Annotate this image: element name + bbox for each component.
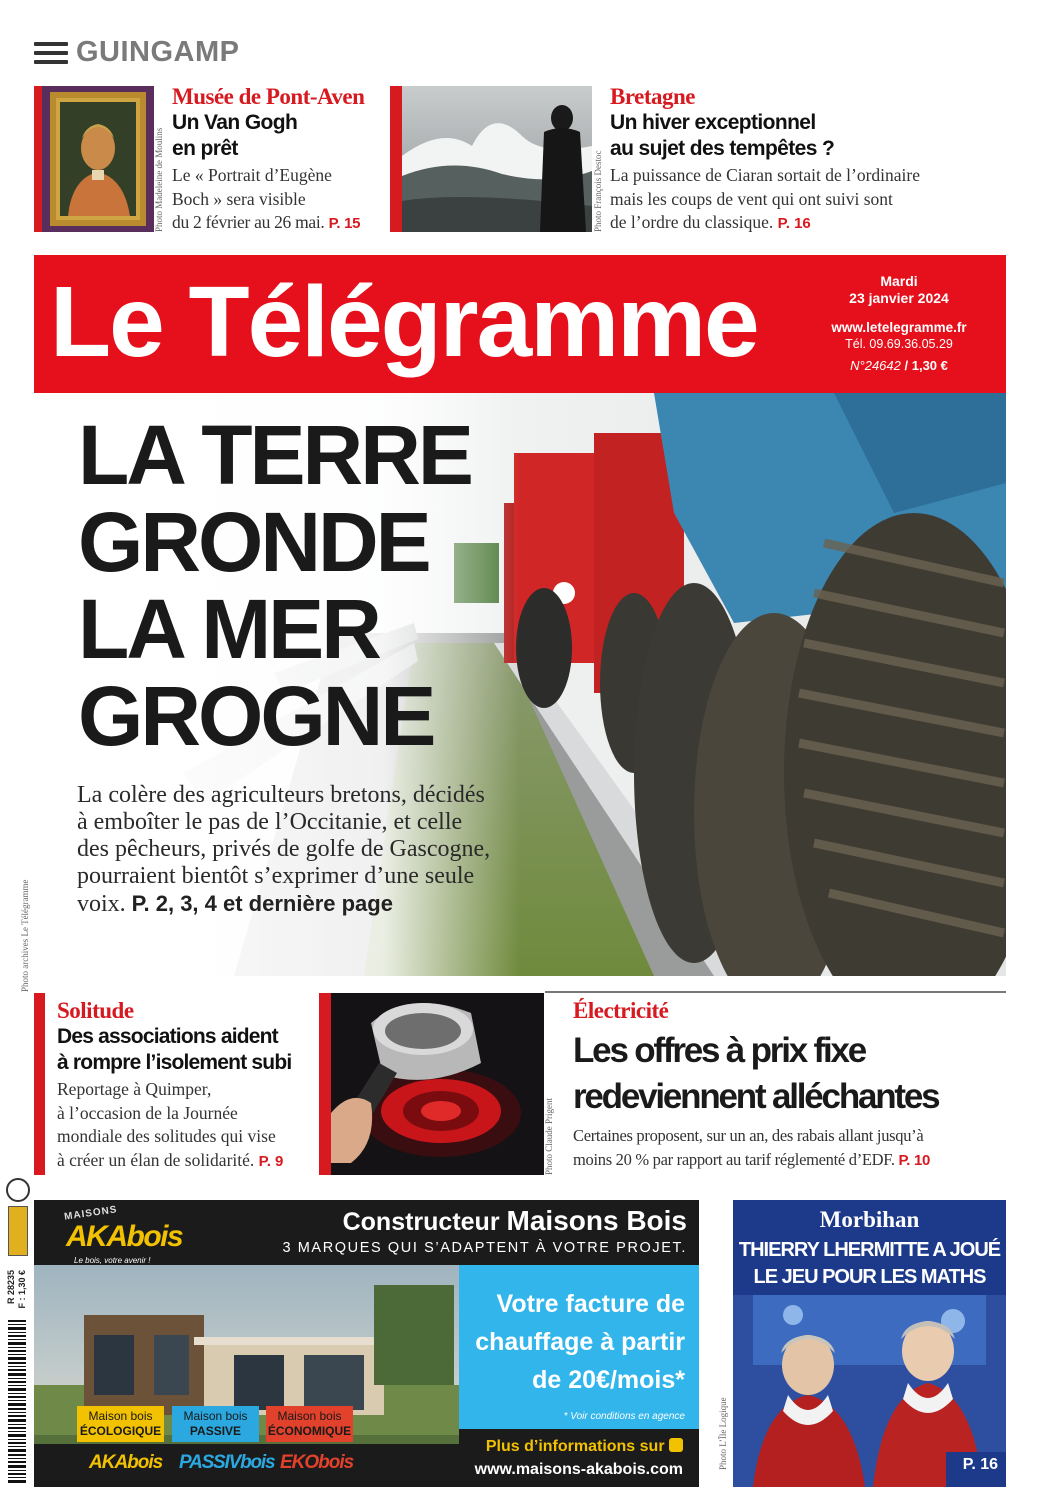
headline-line-1: LA TERRE <box>78 408 471 502</box>
main-page-ref[interactable]: P. 2, 3, 4 et dernière page <box>131 891 393 916</box>
ad-header-text <box>282 1206 687 1259</box>
story-morbihan[interactable] <box>733 1200 1006 1487</box>
solitude-body-4: à créer un élan de solidarité. <box>57 1149 255 1170</box>
solitude-body-2: à l’occasion de la Journée <box>57 1102 238 1123</box>
electricite-page-ref[interactable]: P. 10 <box>898 1151 931 1169</box>
solitude-title-2: à rompre l’isolement subi <box>57 1051 292 1074</box>
ad-offer-line3: de 20€/mois* <box>532 1366 685 1394</box>
ad-header-line1-a: Constructeur <box>342 1208 500 1236</box>
main-deck <box>77 782 547 918</box>
masthead-website[interactable]: www.letelegramme.fr <box>831 320 967 335</box>
masthead <box>34 255 1006 393</box>
teaser-right-title-2: au sujet des tempêtes ? <box>610 137 835 160</box>
storm-photo <box>402 86 592 232</box>
saucepan-photo <box>331 993 544 1175</box>
ad-conditions: * Voir conditions en agence <box>563 1411 685 1422</box>
masthead-price: / 1,30 € <box>904 358 948 373</box>
ad-offer-line2: chauffage à partir <box>475 1328 685 1356</box>
solitude-photo-credit: Photo Claude Prigent <box>544 1098 554 1175</box>
teaser-right-body-3: de l’ordre du classique. <box>610 212 774 232</box>
teaser-right-body-1: La puissance de Ciaran sortait de l’ordinaire <box>610 165 921 185</box>
ad-offer-line1: Votre facture de <box>496 1290 685 1318</box>
solitude-body-3: mondiale des solitudes qui vise <box>57 1126 276 1146</box>
masthead-phone: Tél. 09.69.36.05.29 <box>845 337 953 351</box>
teaser-left-credit: Photo Madeleine de Moulins <box>154 127 164 232</box>
ad-url[interactable]: www.maisons-akabois.com <box>474 1461 683 1478</box>
main-photo-credit: Photo archives Le Télégramme <box>20 879 30 992</box>
teaser-right-credit: Photo François Destoc <box>593 150 603 232</box>
masthead-issue-number: N°24642 <box>850 358 901 373</box>
margin-code-2: F : 1,30 € <box>17 1270 27 1309</box>
morbihan-title-1: THIERRY LHERMITTE A JOUÉ <box>738 1239 1001 1261</box>
solitude-body-1: Reportage à Quimper, <box>57 1079 212 1099</box>
solitude-photo-bar <box>319 993 331 1175</box>
story-electricite[interactable] <box>573 998 1006 1172</box>
ad-badge-2-line1: Maison bois <box>183 1409 248 1423</box>
main-headline[interactable] <box>78 408 498 763</box>
ad-header-line1-b: Maisons Bois <box>506 1205 687 1236</box>
ad-badge-1-line1: Maison bois <box>88 1409 153 1423</box>
label-icon <box>8 1206 28 1256</box>
ad-badge-1-line2: ÉCOLOGIQUE <box>79 1424 162 1438</box>
teaser-right-kicker: Bretagne <box>610 84 696 109</box>
ad-badge-passive <box>172 1406 259 1442</box>
masthead-day: Mardi <box>880 273 918 289</box>
ad-badge-3-line2: ÉCONOMIQUE <box>267 1424 352 1438</box>
ad-logo-ekobois: EKObois <box>280 1452 354 1473</box>
masthead-info <box>814 273 984 374</box>
deck-line-5: voix. <box>77 891 126 917</box>
ad-logo-akabois: AKAbois <box>89 1452 163 1473</box>
margin-codes <box>4 1270 30 1320</box>
ad-badge-3-line1: Maison bois <box>277 1409 342 1423</box>
margin-code-1: R 28235 <box>6 1270 16 1305</box>
headline-line-2: GRONDE <box>78 495 429 589</box>
advertisement[interactable] <box>34 1200 699 1487</box>
ad-header-line2: 3 MARQUES QUI S’ADAPTENT À VOTRE PROJET. <box>282 1240 687 1256</box>
solitude-kicker: Solitude <box>57 998 134 1023</box>
teaser-left-title-1: Un Van Gogh <box>172 111 298 134</box>
headline-line-4: GROGNE <box>78 669 434 763</box>
deck-line-4: pourraient bientôt s’exprimer d’une seule <box>77 863 475 889</box>
ad-brand-tagline: Le bois, votre avenir ! <box>74 1256 151 1265</box>
story-solitude[interactable] <box>57 998 322 1173</box>
teaser-left-body-3: du 2 février au 26 mai. <box>172 212 325 232</box>
electricite-kicker: Électricité <box>573 998 669 1023</box>
teaser-left-body-1: Le « Portrait d’Eugène <box>172 165 332 185</box>
van-gogh-photo <box>42 86 154 232</box>
electricite-body-1: Certaines proposent, sur un an, des rabais allant jusqu’à <box>573 1126 924 1145</box>
solitude-page-ref[interactable]: P. 9 <box>258 1152 284 1170</box>
ad-info[interactable] <box>475 1436 683 1482</box>
teaser-left-bar <box>34 86 42 232</box>
ad-offer-panel <box>459 1265 699 1429</box>
ad-brand: AKAbois <box>66 1220 183 1253</box>
solitude-title-1: Des associations aident <box>57 1025 278 1048</box>
morbihan-photo-credit: Photo L’Île Logique <box>718 1397 728 1470</box>
teaser-right-bar <box>390 86 402 232</box>
deck-line-2: à emboîter le pas de l’Occitanie, et celle <box>77 809 463 835</box>
headline-line-3: LA MER <box>78 582 379 676</box>
teaser-right-body-2: mais les coups de vent qui ont suivi sont <box>610 188 893 209</box>
teaser-left-body-2: Boch » sera visible <box>172 188 306 209</box>
morbihan-kicker: Morbihan <box>819 1207 920 1232</box>
electricite-body-2: moins 20 % par rapport au tarif réglementé d’EDF. <box>573 1149 895 1169</box>
facebook-icon[interactable] <box>669 1438 683 1452</box>
teaser-right[interactable] <box>610 84 1006 236</box>
ad-logo-passivbois: PASSIVbois <box>179 1452 275 1473</box>
ad-brand-top: MAISONS <box>63 1204 119 1223</box>
teaser-left[interactable] <box>172 84 387 236</box>
morbihan-page-ref[interactable]: P. 16 <box>962 1456 998 1473</box>
barcode-icon <box>6 1320 28 1485</box>
divider <box>545 991 1006 993</box>
solitude-bar <box>34 993 45 1175</box>
teaser-left-kicker: Musée de Pont-Aven <box>172 84 365 109</box>
teaser-right-page-ref[interactable]: P. 16 <box>777 215 811 232</box>
newspaper-logo[interactable]: Le Télégramme <box>50 266 758 378</box>
deck-line-1: La colère des agriculteurs bretons, décidés <box>77 782 485 808</box>
electricite-title-1: Les offres à prix fixe <box>573 1031 866 1070</box>
edition-name: GUINGAMP <box>76 36 240 68</box>
teaser-left-title-2: en prêt <box>172 137 238 160</box>
ad-info-line: Plus d’informations sur <box>485 1438 665 1455</box>
recycle-icon <box>6 1178 30 1202</box>
teaser-right-title-1: Un hiver exceptionnel <box>610 111 816 134</box>
masthead-date: 23 janvier 2024 <box>849 290 949 306</box>
ad-badge-2-line2: PASSIVE <box>189 1424 242 1438</box>
deck-line-3: des pêcheurs, privés de golfe de Gascogne, <box>77 836 491 862</box>
morbihan-title-2: LE JEU POUR LES MATHS <box>753 1266 986 1288</box>
menu-icon[interactable] <box>34 42 68 64</box>
ad-badge-economique <box>266 1406 353 1442</box>
ad-badge-ecologique <box>77 1406 164 1442</box>
electricite-title-2: redeviennent alléchantes <box>573 1077 939 1116</box>
teaser-left-page-ref[interactable]: P. 15 <box>328 215 361 232</box>
